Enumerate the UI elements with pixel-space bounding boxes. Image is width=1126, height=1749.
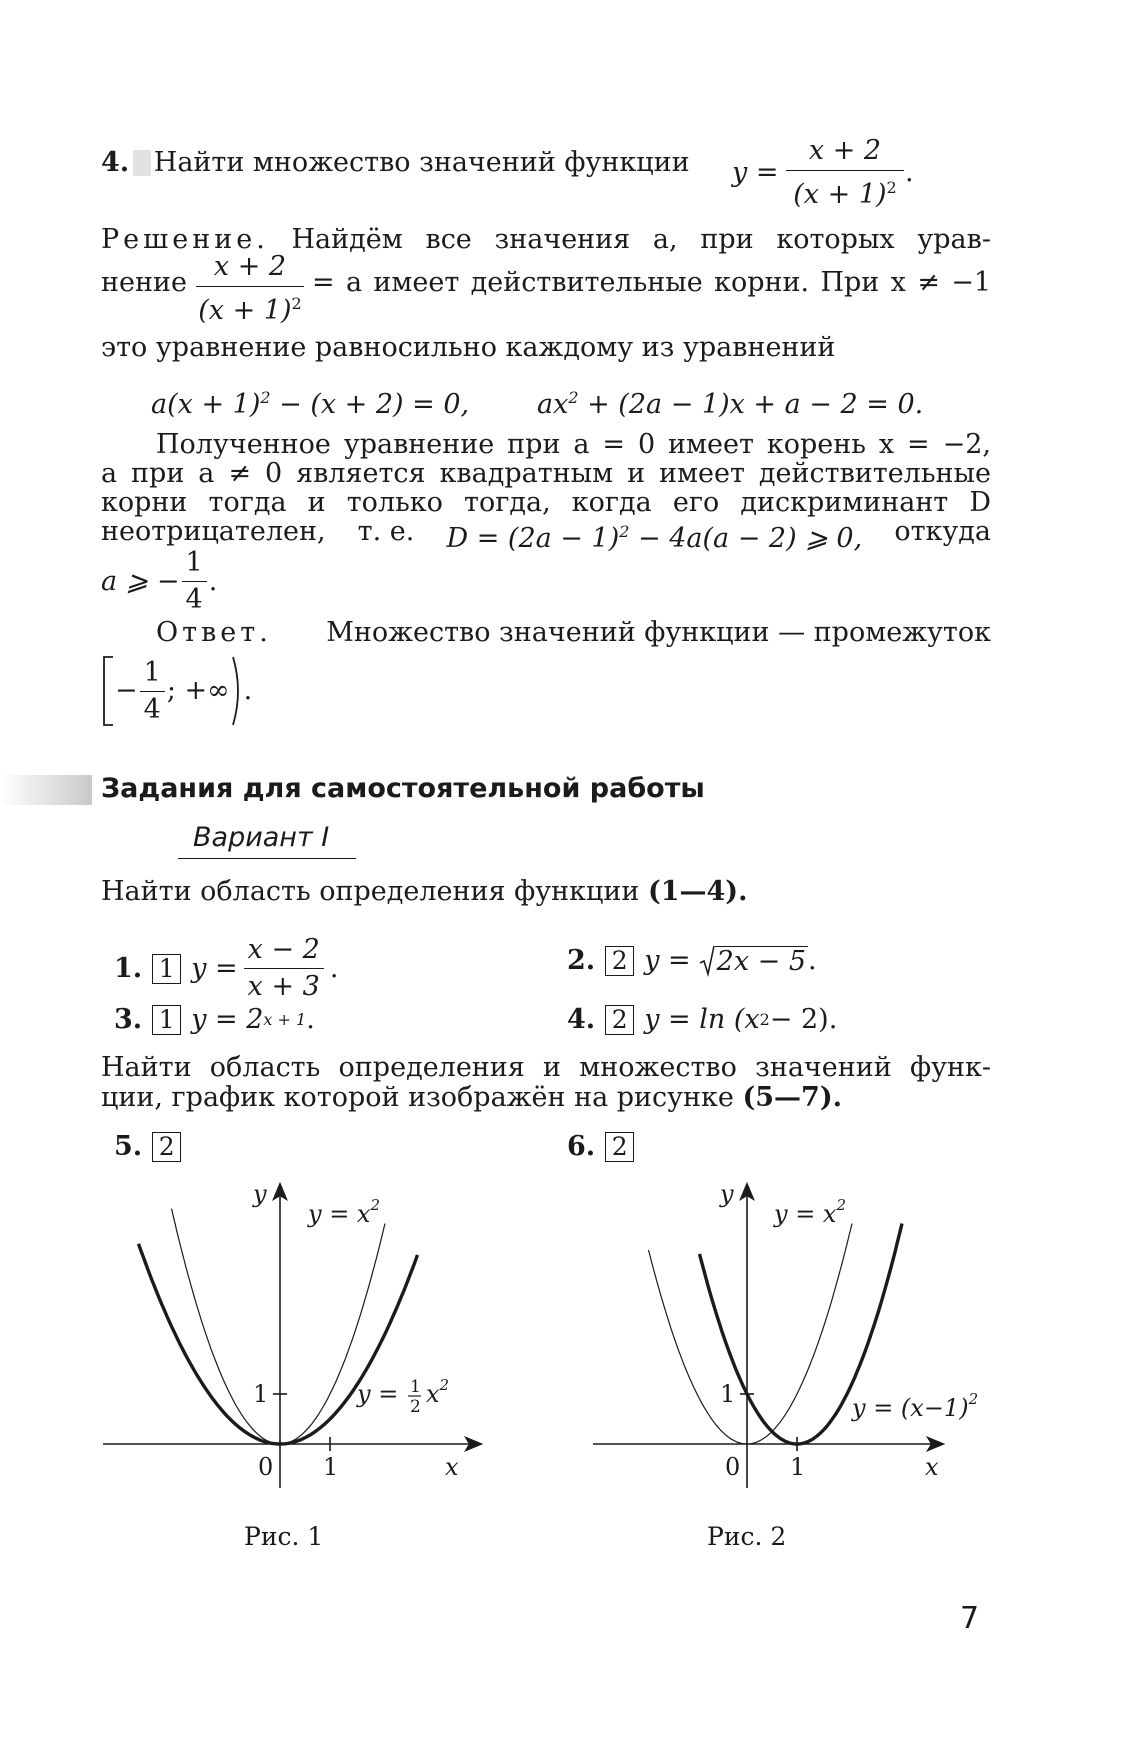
task-3: 3. 1 y = 2 x + 1 .: [114, 1004, 315, 1035]
origin-label: 0: [725, 1453, 741, 1481]
curve-y-x2: [649, 1224, 853, 1445]
solution-line-2-post: = a имеет действительные корни. При x ≠ −1: [312, 267, 991, 298]
solution-line-1: Решение. Найдём все значения a, при которых урав-: [101, 224, 991, 255]
solution-paragraph-line-2: а при a ≠ 0 является квадратным и имеет действительные: [101, 458, 991, 489]
solution-paragraph-line-1: Полученное уравнение при a = 0 имеет корень x = −2,: [156, 429, 991, 460]
solution-line-3: это уравнение равносильно каждому из уравнений: [101, 332, 836, 363]
label-y-x2: $y = x^2$: [774, 1196, 847, 1228]
statement-end: .: [905, 157, 914, 188]
variant-underline: [178, 858, 356, 859]
y-axis-label: y: [720, 1180, 734, 1208]
curve-y-half-x2: [139, 1244, 418, 1444]
inequality: a ⩾ − $\frac{1}{4}$ .: [101, 547, 218, 615]
difficulty-box: 1: [152, 1005, 181, 1035]
fraction-denominator: $(x + 1)^2$: [786, 170, 904, 210]
equation-1: $a(x + 1)^2 - (x + 2) = 0$,: [151, 388, 470, 420]
x-axis-label: x: [925, 1453, 939, 1481]
y-tick-1-label: 1: [720, 1380, 736, 1408]
page-number: 7: [960, 1601, 980, 1636]
figure-1-caption: Рис. 1: [244, 1522, 324, 1551]
tasks-intro-2-line-1: Найти область определения и множество значений функ-: [101, 1052, 991, 1083]
difficulty-box: 1: [152, 954, 181, 984]
solution-fraction: x + 2 $(x + 1)^2$: [196, 252, 304, 326]
x-axis-label: x: [445, 1453, 459, 1481]
function-lhs: y =: [732, 157, 779, 188]
difficulty-box: 2: [605, 1005, 634, 1035]
difficulty-box: 2: [605, 1132, 634, 1162]
difficulty-box: 2: [605, 946, 634, 976]
label-y-x-minus-1-squared: $y = (x-1)^2$: [852, 1390, 979, 1422]
difficulty-box: 2: [152, 1132, 181, 1162]
label-half-num: 1: [410, 1377, 421, 1397]
origin-label: 0: [258, 1453, 274, 1481]
curve-y-x2: [172, 1209, 386, 1444]
task-2: 2. 2 y = 2x − 5 .: [567, 945, 817, 977]
answer-label: Ответ.: [156, 617, 272, 648]
solution-label: Решение.: [101, 224, 269, 255]
left-bracket: [101, 656, 115, 726]
solution-paragraph-line-3: корни тогда и только тогда, когда его дискриминант D: [101, 487, 991, 518]
solution-line-2-pre: нение: [101, 267, 187, 298]
number-marker: [133, 150, 151, 176]
figure-1: [95, 1170, 495, 1500]
tasks-intro-2-line-2: ции, график которой изображён на рисунке (5—7).: [101, 1082, 843, 1113]
label-half-den: 2: [410, 1397, 421, 1417]
figure-2-caption: Рис. 2: [707, 1522, 787, 1551]
statement-text: Найти множество значений функции: [153, 147, 690, 178]
variant-label: Вариант I: [193, 822, 330, 853]
answer-interval: − $\frac{1}{4}$ ; +∞ .: [101, 655, 252, 727]
label-y-x2: $y = x^2$: [308, 1196, 381, 1228]
fraction-numerator: x + 2: [808, 135, 882, 166]
section-title: Задания для самостоятельной работы: [101, 773, 705, 804]
task-4: 4. 2 y = ln (x 2 − 2).: [567, 1004, 838, 1035]
function-fraction: [786, 136, 904, 210]
solution-paragraph-line-4: неотрицателен, т. е. $D = (2a - 1)^2 - 4a(a - 2)$ ⩾ 0, откуда: [101, 516, 991, 554]
label-half-x: $x^2$: [426, 1376, 450, 1408]
y-axis-label: y: [253, 1180, 267, 1208]
right-paren: [230, 656, 244, 726]
task-1: 1. 1 y = $\frac{x - 2}{x + 3}$ .: [114, 934, 339, 1002]
x-tick-1-label: 1: [323, 1453, 339, 1481]
sqrt-sign: [699, 945, 715, 977]
problem-4-statement: [101, 148, 690, 178]
x-tick-1-label: 1: [790, 1453, 806, 1481]
task-6: 6. 2: [567, 1132, 634, 1162]
task-5: 5. 2: [114, 1132, 181, 1162]
y-tick-1-label: 1: [253, 1380, 269, 1408]
figure-2: [590, 1170, 990, 1500]
answer-line: Ответ. Множество значений функции — промежуток: [156, 617, 991, 648]
equation-2: $ax^2 + (2a - 1)x + a - 2 = 0$.: [537, 388, 924, 420]
tasks-intro-1: Найти область определения функции (1—4).: [101, 876, 748, 907]
section-marker: [0, 775, 92, 805]
problem-number: 4.: [101, 147, 130, 178]
label-y-half-x2-lhs: y =: [357, 1380, 399, 1408]
